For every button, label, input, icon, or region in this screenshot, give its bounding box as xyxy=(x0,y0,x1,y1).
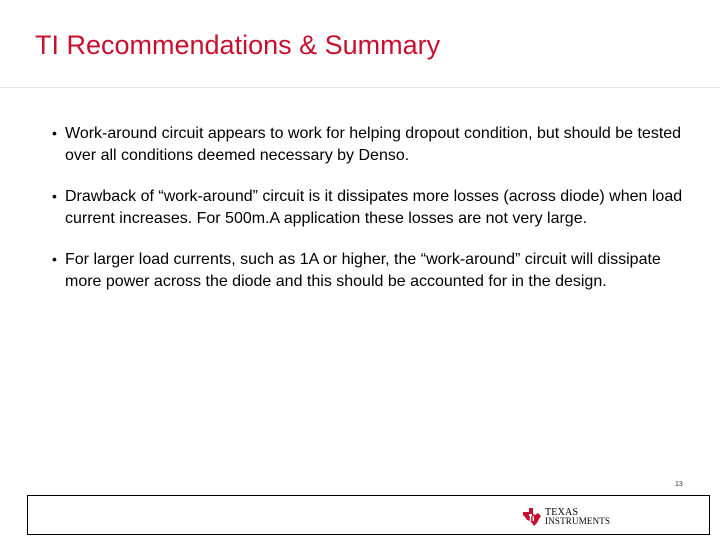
page-number: 13 xyxy=(675,481,683,488)
bullet-item xyxy=(52,186,692,229)
title-divider xyxy=(0,87,720,88)
logo-line-texas: TEXAS xyxy=(545,507,579,518)
bullet-text: Work-around circuit appears to work for helping dropout condition, but should be tested over all conditions deemed necessary by Denso. xyxy=(65,125,682,164)
logo-line-instruments: INSTRUMENTS xyxy=(545,516,611,526)
bullet-item xyxy=(52,249,692,292)
ti-state-icon xyxy=(522,507,542,527)
bullet-text: Drawback of “work-around” circuit is it dissipates more losses (across diode) when load current increases. For 500m.A application these losses are not very large. xyxy=(65,188,683,227)
bullet-list xyxy=(52,123,692,312)
bullet-marker: • xyxy=(52,251,57,267)
bullet-marker: • xyxy=(52,188,57,204)
logo-text xyxy=(545,508,610,526)
bullet-marker: • xyxy=(52,125,57,141)
ti-logo xyxy=(522,505,610,529)
slide-title: TI Recommendations & Summary xyxy=(35,30,441,60)
bullet-text: For larger load currents, such as 1A or higher, the “work-around” circuit will dissipate more power across the diode and this should be accounted for in the design. xyxy=(65,251,661,290)
bullet-item xyxy=(52,123,692,166)
